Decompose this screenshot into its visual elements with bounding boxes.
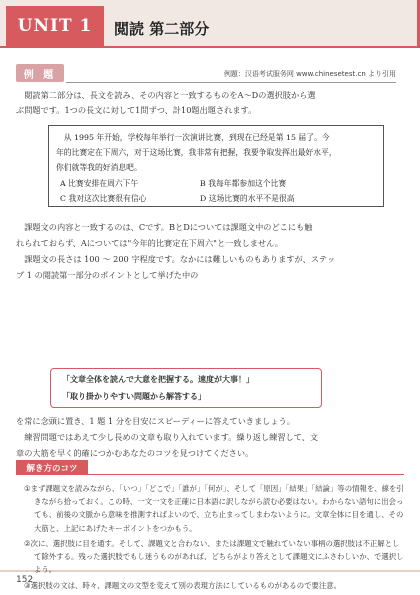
explanation-line-4: プ 1 の閲読第一部分のポイントとして挙げた中の [16, 270, 199, 280]
tips-divider [88, 474, 404, 475]
option-b: B 我每年都参加这个比赛 [200, 179, 287, 188]
option-a: A 比赛安排在周六下午 [60, 179, 139, 188]
source-citation: 例題：汉语考试服务网 www.chinesetest.cn より引用 [223, 70, 396, 78]
tip-3: ③選択肢の文は、時々、課題文の文型を変えて別の表現方法にしているものがあるので要注意。 [24, 581, 342, 590]
section-title: 閲読 第二部分 [114, 20, 210, 38]
explanation-line-2: れられておらず、Aについては"今年的比赛定在下周六"と一致しません。 [16, 238, 283, 248]
tips-badge: 解き方のコツ [16, 460, 88, 475]
passage-line-1: 从 1995 年开始，学校每年举行一次演讲比赛，到现在已经是第 15 届了。今 [63, 133, 330, 142]
key-point-1: 「文章全体を読んで大意を把握する。速度が大事！」 [62, 375, 254, 384]
example-badge: 例 題 [16, 64, 64, 82]
unit-badge: UNIT 1 [6, 6, 104, 46]
after-line-3: 章の大筋を早く的確につかむあなたのコツを見つけてください。 [16, 448, 254, 458]
after-line-1: を常に念頭に置き、1 題 1 分を目安にスピーディーに答えていきましょう。 [16, 416, 295, 426]
tip-2: ②次に、選択肢に目を通す。そして、課題文と合わない、または課題文で触れていない事柄の選択肢は不正解として除外する。残った選択肢でもし迷うものがあれば、どちらがより答えとして課題文にふさわしいか、で選択しよう。 [24, 539, 404, 575]
source-divider [66, 82, 396, 83]
explanation-line-1: 課題文の内容と一致するのは、Cです。BとDについては課題文中のどこにも触 [24, 222, 313, 232]
intro-line-2: ぶ問題です。1つの長文に対して1問ずつ、計10題出題されます。 [16, 105, 257, 115]
passage-line-2: 年的比赛定在下周六，对于这场比赛，我非常有把握，我要争取发挥出最好水平， [56, 148, 337, 157]
page-number: 152 [16, 575, 34, 585]
option-d: D 这场比赛的水平不是很高 [200, 194, 295, 203]
header-divider [0, 46, 420, 48]
key-point-2: 「取り掛かりやすい問題から解答する」 [62, 392, 206, 401]
explanation-line-3: 課題文の長さは 100 ～ 200 字程度です。なかには難しいものもありますが、ステッ [24, 254, 336, 264]
option-c: C 我对这次比赛很有信心 [60, 194, 147, 203]
after-line-2: 練習問題ではあえて少し長めの文章も取り入れています。繰り返し練習して、文 [24, 432, 319, 442]
passage-line-3: 你们就等我的好消息吧。 [56, 163, 142, 172]
tip-1: ①まず課題文を読みながら、「いつ」「どこで」「誰が」「何が」、そして「原因」「結果」「結論」等の情報を、線を引きながら拾っておく。この時、一文一文を正確に日本語に訳しながら読む必要はない。わからない語句に出会っても、前後の文脈から意味を推測すればよいので、立ち止まってしまわないように。文章全体に目を通し、その大筋と、上記にあげたキーポイントをつかもう。 [24, 484, 404, 533]
intro-line-1: 閲読第二部分は、長文を読み、その内容と一致するものをA～Dの選択肢から選 [24, 90, 316, 100]
